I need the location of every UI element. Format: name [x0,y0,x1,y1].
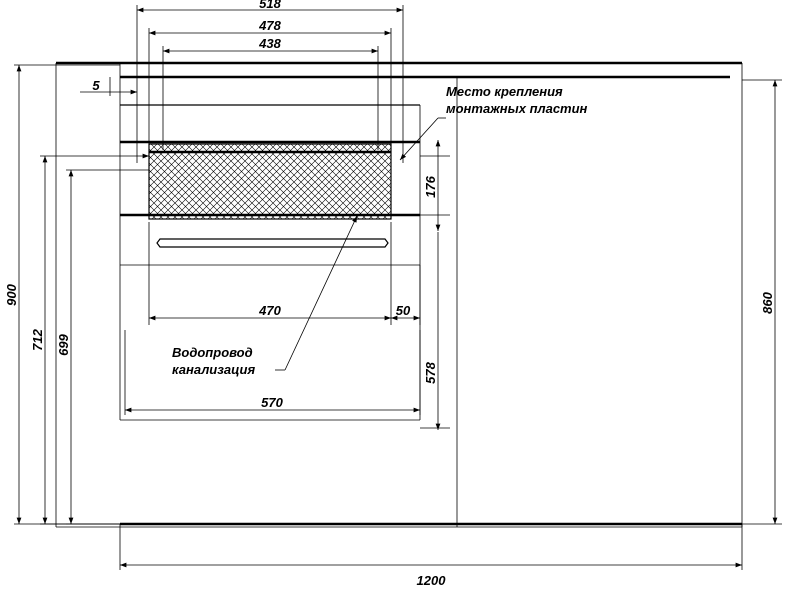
dim-1200: 1200 [416,573,446,588]
dim-518: 518 [259,0,281,11]
dim-570: 570 [261,395,283,410]
dim-860: 860 [760,292,775,314]
dim-470: 470 [259,303,281,318]
dim-438: 438 [259,36,281,51]
dim-478: 478 [259,18,281,33]
annotation-mount-plates-line1: Место крепления [446,84,563,99]
dim-176: 176 [423,176,438,198]
dim-578: 578 [423,362,438,384]
annotation-mount-plates-line2: монтажных пластин [446,101,588,116]
dim-5: 5 [92,78,100,93]
dim-712: 712 [30,329,45,351]
annotation-plumbing-line1: Водопровод [172,345,253,360]
annotation-plumbing-line2: канализация [172,362,256,377]
dim-900: 900 [4,284,19,306]
dim-699: 699 [56,334,71,356]
dim-50: 50 [395,303,411,318]
